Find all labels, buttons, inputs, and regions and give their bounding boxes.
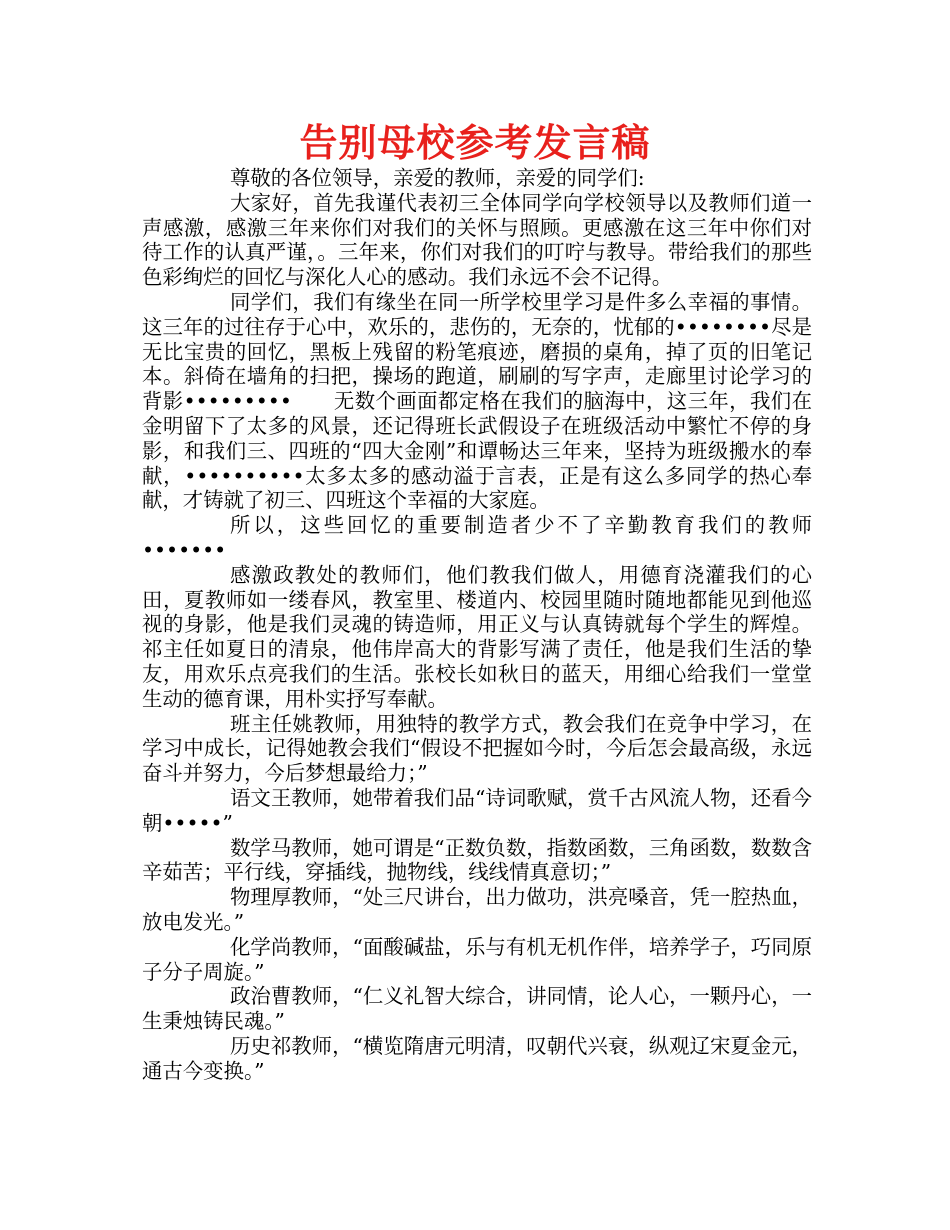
paragraph: 感激政教处的教师们，他们教我们做人，用德育浇灌我们的心田，夏教师如一缕春风，教室里、楼道内、校园里随时随地都能见到他巡视的身影，他是我们灵魂的铸造师，用正义与认真铸就每个学生的辉煌。祁主任如夏日的清泉，他伟岸高大的背影写满了责任，他是我们生活的挚友，用欢乐点亮我们的生活。张校长如秋日的蓝天，用细心给我们一堂堂生动的德育课，用朴实抒写奉献。 xyxy=(142,562,812,711)
paragraph: 政治曹教师，“仁义礼智大综合，讲同情，论人心，一颗丹心，一生秉烛铸民魂。” xyxy=(142,984,812,1034)
document-title: 告别母校参考发言稿 xyxy=(299,121,651,165)
paragraph: 语文王教师，她带着我们品“诗词歌赋，赏千古风流人物，还看今朝•••••” xyxy=(142,785,812,835)
paragraph: 大家好，首先我谨代表初三全体同学向学校领导以及教师们道一声感激，感激三年来你们对我们的关怀与照顾。更感激在这三年中你们对待工作的认真严谨，。三年来，你们对我们的叮咛与教导。带给我们的那些色彩绚烂的回忆与深化人心的感动。我们永远不会不记得。 xyxy=(142,190,812,290)
paragraph: 数学马教师，她可谓是“正数负数，指数函数，三角函数，数数含辛茹苦；平行线，穿插线，抛物线，线线情真意切；” xyxy=(142,835,812,885)
paragraph: 同学们，我们有缘坐在同一所学校里学习是件多么幸福的事情。这三年的过往存于心中，欢乐的，悲伤的，无奈的，忧郁的••••••••尽是无比宝贵的回忆，黑板上残留的粉笔痕迹，磨损的桌角，掉了页的旧笔记本。斜倚在墙角的扫把，操场的跑道，刷刷的写字声，走廊里讨论学习的背影••••••••• 无数个画面都定格在我们的脑海中，这三年，我们在金明留下了太多的风景，还记得班长武假设子在班级活动中繁忙不停的身影，和我们三、四班的“四大金刚”和谭畅达三年来，坚持为班级搬水的奉献，••••••••••太多太多的感动溢于言表，正是有这么多同学的热心奉献，才铸就了初三、四班这个幸福的大家庭。 xyxy=(142,289,812,513)
document-body xyxy=(142,166,812,1083)
paragraph: 物理厚教师，“处三尺讲台，出力做功，洪亮嗓音，凭一腔热血，放电发光。” xyxy=(142,885,812,934)
paragraph-greeting: 尊敬的各位领导，亲爱的教师，亲爱的同学们: xyxy=(230,166,645,190)
paragraph: 班主任姚教师，用独特的教学方式，教会我们在竞争中学习，在学习中成长，记得她教会我们“假设不把握如今时，今后怎会最高级，永远奋斗并努力，今后梦想最给力；” xyxy=(142,711,812,786)
paragraph: 所以，这些回忆的重要制造者少不了辛勤教育我们的教师••••••• xyxy=(142,513,812,562)
paragraph: 化学尚教师，“面酸碱盐，乐与有机无机作伴，培养学子，巧同原子分子周旋。” xyxy=(142,934,812,984)
paragraph: 历史祁教师，“横览隋唐元明清，叹朝代兴衰，纵观辽宋夏金元，通古今变换。” xyxy=(142,1033,812,1083)
